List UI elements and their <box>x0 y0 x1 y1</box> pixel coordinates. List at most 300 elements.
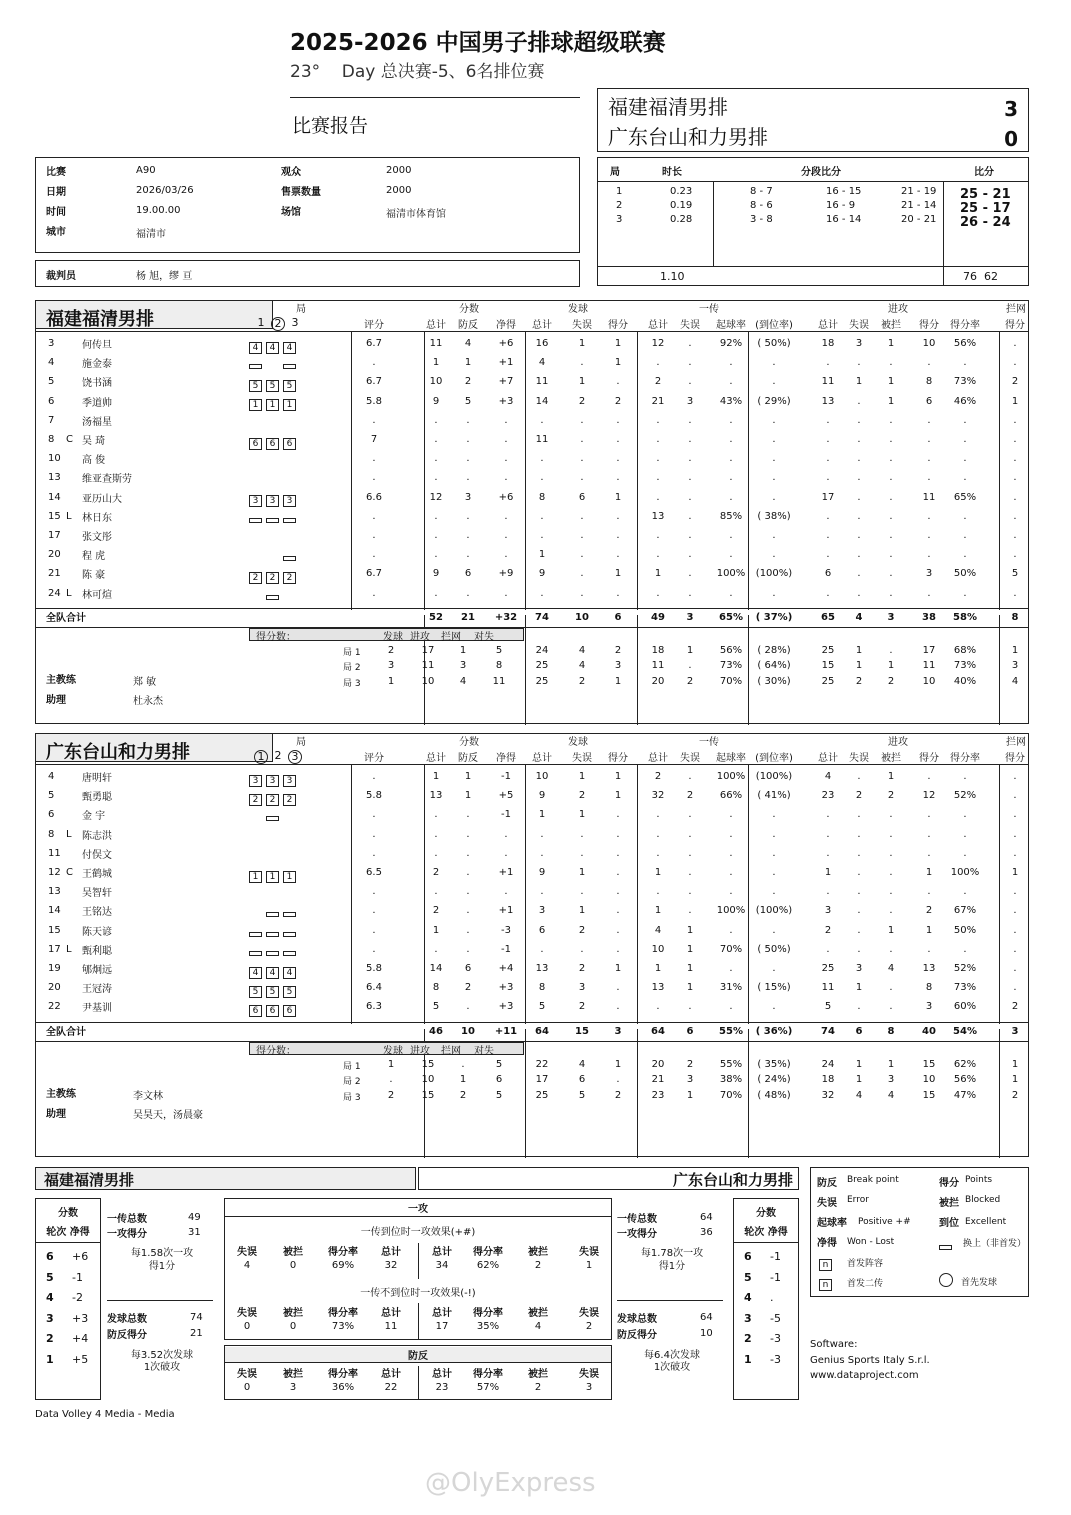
set-label: 3 <box>288 750 302 764</box>
bysets-cell: ( 24%) <box>757 1074 791 1086</box>
total-cell: 49 <box>651 611 665 623</box>
stat-cell: . <box>857 1001 861 1013</box>
lineup-mark: 1 <box>283 866 300 885</box>
stat-cell: . <box>504 472 508 484</box>
total-cell: 6 <box>686 1025 694 1037</box>
stat-cell: . <box>372 530 376 541</box>
stat-cell: 9 <box>538 568 546 580</box>
stat-cell: . <box>772 530 776 541</box>
stat-cell: . <box>504 414 508 426</box>
stat-cell: 1 <box>432 924 440 936</box>
stat-cell: 1 <box>578 376 586 388</box>
stat-cell: ( 50%) <box>757 943 791 955</box>
stat-cell: 6 <box>578 491 586 503</box>
stat-cell: . <box>772 491 776 503</box>
summary-note: 1次破攻 <box>143 1362 181 1373</box>
bysets-cell: 24 <box>821 1058 835 1070</box>
sub-icon <box>939 1237 954 1256</box>
lineup-mark: 1 <box>283 395 300 414</box>
summary-note: 得1分 <box>148 1261 176 1272</box>
stat-cell: . <box>927 530 931 541</box>
player-number: 20 <box>48 982 61 994</box>
total-cell: 3 <box>614 1025 622 1037</box>
lineup-mark: 1 <box>249 866 266 885</box>
divider <box>36 1022 1028 1023</box>
stat-cell: . <box>857 414 861 426</box>
player-name: 汤福星 <box>82 416 112 428</box>
legend-label: 净得 <box>817 1238 837 1249</box>
stat-cell: 8 <box>538 491 546 503</box>
set-cell: 0.28 <box>670 214 693 225</box>
stat-cell: . <box>616 434 620 445</box>
stat-cell: . <box>826 809 830 821</box>
stat-cell: . <box>857 886 861 898</box>
stat-cell: 100% <box>716 568 746 580</box>
col-group-header: 发球 <box>568 737 588 748</box>
bysets-cell: . <box>616 1074 620 1086</box>
stat-cell: 2 <box>578 1001 586 1013</box>
stat-cell: . <box>963 434 967 445</box>
stat-cell: . <box>772 809 776 821</box>
bysets-cell: ( 28%) <box>757 644 791 656</box>
stat-cell: 2 <box>578 790 586 802</box>
legend-label: 起球率 <box>817 1218 847 1229</box>
stat-cell: +1 <box>498 357 514 369</box>
summary-note: 1次破攻 <box>653 1362 691 1373</box>
stat-cell: . <box>963 510 967 522</box>
player-lineup <box>249 981 300 1000</box>
divider <box>36 1041 1028 1042</box>
stat-cell: +6 <box>498 338 514 349</box>
rotation-value: +5 <box>72 1352 89 1366</box>
stat-cell: . <box>963 357 967 369</box>
stat-cell: +3 <box>498 1001 514 1013</box>
away-rotation-box <box>733 1198 799 1400</box>
stat-cell: . <box>889 886 893 898</box>
total-cell: 46 <box>429 1025 443 1037</box>
stat-cell: . <box>372 414 376 426</box>
player-role: L <box>66 510 72 522</box>
legend-text: 首先发球 <box>961 1278 998 1288</box>
stat-cell: . <box>616 809 620 821</box>
bysets-cell: 11 <box>922 660 936 672</box>
player-name: 维亚查斯劳 <box>82 474 132 486</box>
total-cell: 21 <box>461 611 475 623</box>
coach-name: 李文林 <box>133 1090 163 1102</box>
stat-cell: 3 <box>824 905 832 917</box>
summary-away-bar <box>418 1167 799 1190</box>
stat-cell: . <box>826 943 830 955</box>
away-sideout-points: 36 <box>700 1227 713 1238</box>
bysets-cell: 1 <box>1011 1074 1019 1086</box>
set-score: 26 - 24 <box>960 215 1011 230</box>
stat-cell: 60% <box>953 1001 977 1013</box>
stat-cell: . <box>656 847 660 859</box>
stat-cell: . <box>889 587 893 599</box>
sideout-col-header: 总计 <box>432 1247 452 1258</box>
total-cell: 65% <box>719 611 743 623</box>
bysets-set: 局 2 <box>343 663 361 674</box>
stat-cell: . <box>688 867 692 878</box>
bysets-cell: 15 <box>922 1058 936 1070</box>
lineup-mark <box>266 510 283 529</box>
stat-cell: . <box>656 357 660 369</box>
bysets-cell: 2 <box>387 1089 395 1101</box>
stat-cell: 11 <box>535 434 549 445</box>
stat-cell: . <box>729 472 733 484</box>
bysets-cell: 2 <box>686 675 694 687</box>
set-cell: 20 - 21 <box>901 214 937 225</box>
sideout-col-header: 得分率 <box>473 1247 503 1258</box>
bysets-cell: 1 <box>855 1058 863 1070</box>
total-cell: 10 <box>461 1025 475 1037</box>
stat-cell: . <box>927 472 931 484</box>
stat-cell: 11 <box>821 982 835 994</box>
stat-cell: . <box>580 847 584 859</box>
player-lineup <box>249 770 300 789</box>
venue: 福清市体育馆 <box>386 209 446 220</box>
stat-cell: 1 <box>654 905 662 917</box>
stat-cell: (100%) <box>755 771 793 782</box>
stat-cell: . <box>963 549 967 561</box>
sideout-col-header: 失误 <box>579 1247 599 1258</box>
stat-cell: . <box>580 453 584 465</box>
bysets-cell: 2 <box>614 644 622 656</box>
rotation-value: +3 <box>72 1311 89 1325</box>
stat-cell: 2 <box>432 905 440 917</box>
player-number: 14 <box>48 905 61 917</box>
stat-cell: 18 <box>821 338 835 349</box>
home-stats-table <box>35 300 1029 724</box>
sideout-cell: 0 <box>289 1260 297 1271</box>
bysets-cell: 2 <box>578 675 586 687</box>
col-header: 失误 <box>680 753 700 764</box>
divider <box>36 331 1028 332</box>
negative-title: 一传不到位时一攻效果(-!) <box>360 1288 476 1299</box>
stat-cell: 11 <box>922 491 936 503</box>
bysets-cell: 8 <box>495 660 503 672</box>
stat-cell: . <box>927 809 931 821</box>
bysets-cell: 25 <box>535 675 549 687</box>
col-group-header: 拦网 <box>1006 304 1026 315</box>
stat-cell: (100%) <box>755 568 793 580</box>
bysets-cell: 18 <box>651 644 665 656</box>
col-header: 评分 <box>364 753 384 764</box>
stat-cell: 1 <box>1011 867 1019 878</box>
stat-cell: 100% <box>716 771 746 782</box>
col-group-header: 一传 <box>699 737 719 748</box>
stat-cell: . <box>656 472 660 484</box>
lineup-mark <box>283 943 300 962</box>
player-number: 7 <box>48 414 55 426</box>
stat-cell: 4 <box>654 924 662 936</box>
stat-cell: . <box>688 338 692 349</box>
sideout-col-header: 得分率 <box>328 1308 358 1319</box>
stat-cell: 6.7 <box>366 376 382 388</box>
stat-cell: . <box>857 434 861 445</box>
summary-home-name: 福建福清男排 <box>44 1171 135 1189</box>
stat-cell: 70% <box>719 943 743 955</box>
stat-cell: 2 <box>578 924 586 936</box>
stat-cell: 23 <box>821 790 835 802</box>
lineup-mark: 6 <box>266 1000 283 1019</box>
stat-cell: +5 <box>498 790 514 802</box>
lineup-mark <box>266 904 283 923</box>
player-role: L <box>66 943 72 955</box>
stat-cell: +9 <box>498 568 514 580</box>
setter-icon: n <box>819 1274 834 1293</box>
stat-cell: . <box>927 943 931 955</box>
stat-cell: +6 <box>498 491 514 503</box>
set-cell: 3 - 8 <box>750 214 773 225</box>
stat-cell: . <box>688 771 692 782</box>
stat-cell: . <box>656 434 660 445</box>
breakpoint-title: 防反 <box>225 1347 611 1362</box>
watermark: @OlyExpress <box>425 1468 596 1498</box>
total-cell: 4 <box>855 611 863 623</box>
home-sets-won: 3 <box>1004 97 1018 121</box>
stat-cell: 1 <box>824 867 832 878</box>
stat-cell: . <box>857 510 861 522</box>
stat-cell: . <box>927 847 931 859</box>
total-cell: 52 <box>429 611 443 623</box>
stat-cell: . <box>656 530 660 541</box>
lineup-mark: 4 <box>266 962 283 981</box>
stat-cell: . <box>616 924 620 936</box>
player-lineup <box>249 808 300 827</box>
sideout-cell: 73% <box>331 1321 355 1332</box>
stat-cell: . <box>466 549 470 561</box>
rotation-number: 3 <box>744 1311 752 1325</box>
stat-cell: . <box>580 828 584 840</box>
stat-cell: . <box>1013 905 1017 917</box>
rotation-value: -1 <box>770 1270 781 1284</box>
stat-cell: 100% <box>716 905 746 917</box>
stat-cell: . <box>857 905 861 917</box>
stat-cell: . <box>616 549 620 561</box>
stat-cell: . <box>580 357 584 369</box>
sideout-cell: 36% <box>331 1382 355 1393</box>
sideout-cell: 2 <box>534 1260 542 1271</box>
player-name: 季道帅 <box>82 397 112 409</box>
stat-cell: . <box>857 472 861 484</box>
set-cell: 8 - 7 <box>750 186 773 197</box>
total-cell: 38 <box>922 611 936 623</box>
team-name: 广东台山和力男排 <box>46 742 190 763</box>
stat-cell: . <box>1013 414 1017 426</box>
stat-cell: 14 <box>535 395 549 407</box>
stat-cell: . <box>963 771 967 782</box>
stat-cell: 5 <box>538 1001 546 1013</box>
stat-cell: . <box>1013 809 1017 821</box>
bysets-cell: 3 <box>1011 660 1019 672</box>
total-cell: 64 <box>651 1025 665 1037</box>
stat-cell: . <box>889 491 893 503</box>
legend-label: 得分 <box>939 1178 959 1189</box>
legend-label: 被拦 <box>939 1198 959 1209</box>
stat-cell: . <box>826 472 830 484</box>
stat-cell: . <box>963 943 967 955</box>
sideout-col-header: 失误 <box>579 1308 599 1319</box>
stat-cell: 5 <box>824 1001 832 1013</box>
page-subtitle: 23° Day 总决赛-5、6名排位赛 <box>290 62 545 82</box>
player-number: 22 <box>48 1001 61 1013</box>
sideout-col-header: 被拦 <box>528 1247 548 1258</box>
sideout-col-header: 总计 <box>381 1247 401 1258</box>
legend-label: 防反 <box>817 1178 837 1189</box>
col-group-header: 进攻 <box>888 737 908 748</box>
stat-cell: . <box>889 530 893 541</box>
stat-cell: . <box>857 943 861 955</box>
stat-cell: 1 <box>578 905 586 917</box>
player-lineup <box>249 356 300 375</box>
stat-cell: . <box>1013 453 1017 465</box>
lineup-mark: 6 <box>249 433 266 452</box>
stat-cell: . <box>688 414 692 426</box>
stat-cell: 3 <box>855 963 863 974</box>
stat-cell: 1 <box>432 771 440 782</box>
summary-note: 每1.58次一攻 <box>130 1248 194 1259</box>
stat-cell: . <box>927 434 931 445</box>
sideout-cell: 23 <box>435 1382 449 1393</box>
stat-cell: 11 <box>821 376 835 388</box>
set-label: 2 <box>271 317 285 331</box>
stat-cell: . <box>1013 587 1017 599</box>
stat-cell: . <box>1013 434 1017 445</box>
player-lineup <box>249 789 300 808</box>
stat-cell: 1 <box>654 963 662 974</box>
stat-cell: . <box>857 771 861 782</box>
bysets-cell: 55% <box>719 1058 743 1070</box>
stat-cell: . <box>434 847 438 859</box>
stat-cell: ( 15%) <box>757 982 791 994</box>
stat-cell: . <box>616 943 620 955</box>
sideout-title: 一攻 <box>408 1204 428 1215</box>
stat-cell: . <box>889 943 893 955</box>
player-number: 20 <box>48 549 61 561</box>
lineup-mark: 6 <box>249 1000 266 1019</box>
stat-cell: . <box>434 943 438 955</box>
bysets-cell: 1 <box>686 1089 694 1101</box>
rotation-value: -5 <box>770 1311 781 1325</box>
legend-text: Blocked <box>965 1195 1001 1205</box>
asst-label: 助理 <box>46 694 66 706</box>
stat-cell: . <box>504 530 508 541</box>
stat-cell: . <box>826 453 830 465</box>
player-name: 林可煊 <box>82 589 112 601</box>
stat-cell: . <box>656 414 660 426</box>
stat-cell: . <box>466 905 470 917</box>
set-cell: 1 <box>616 186 623 197</box>
bysets-cell: 5 <box>495 644 503 656</box>
stat-cell: . <box>963 809 967 821</box>
col-header: 净得 <box>496 753 516 764</box>
summary-note: 每1.78次一攻 <box>640 1248 704 1259</box>
legend-text: Excellent <box>965 1217 1007 1227</box>
stat-cell: . <box>772 587 776 599</box>
col-header: 得分率 <box>950 753 980 764</box>
stat-cell: . <box>927 357 931 369</box>
stat-cell: . <box>372 510 376 522</box>
stat-cell: 1 <box>887 376 895 388</box>
stat-cell: . <box>540 587 544 599</box>
software-url[interactable]: www.dataproject.com <box>810 1370 919 1381</box>
sideout-cell: 4 <box>243 1260 251 1271</box>
sideout-cell: 34 <box>435 1260 449 1271</box>
bysets-cell: 1 <box>387 1058 395 1070</box>
stat-cell: . <box>466 828 470 840</box>
starter-icon: n <box>819 1254 834 1273</box>
stat-cell: 2 <box>578 963 586 974</box>
rotation-value: -3 <box>770 1352 781 1366</box>
bysets-cell: 21 <box>651 1074 665 1086</box>
bysets-cell: 5 <box>578 1089 586 1101</box>
total-cell: 3 <box>686 611 694 623</box>
stat-cell: . <box>927 886 931 898</box>
bysets-cell: 25 <box>821 675 835 687</box>
stat-cell: 1 <box>887 771 895 782</box>
stat-cell: 50% <box>953 924 977 936</box>
legend-text: Error <box>847 1195 869 1205</box>
sideout-col-header: 得分率 <box>473 1369 503 1380</box>
stat-cell: 9 <box>538 790 546 802</box>
stat-cell: 2 <box>925 905 933 917</box>
bysets-header: 进攻 <box>410 631 430 643</box>
lineup-mark <box>266 808 283 827</box>
stat-cell: . <box>580 587 584 599</box>
stat-cell: 67% <box>953 905 977 917</box>
lineup-mark: 5 <box>249 375 266 394</box>
player-number: 21 <box>48 568 61 580</box>
stat-cell: 7 <box>370 434 378 445</box>
set-cell: 0.19 <box>670 200 693 211</box>
rotation-title: 分数 <box>58 1208 78 1219</box>
stat-cell: 1 <box>538 549 546 561</box>
stat-cell: . <box>688 587 692 599</box>
col-header: 起球率 <box>716 753 746 764</box>
stat-cell: . <box>772 434 776 445</box>
sideout-col-header: 被拦 <box>283 1247 303 1258</box>
stat-cell: 1 <box>654 867 662 878</box>
lineup-mark: 3 <box>249 491 266 510</box>
lineup-mark <box>249 356 266 375</box>
sideout-box <box>224 1198 612 1340</box>
stat-cell: . <box>504 434 508 445</box>
away-reception-total: 64 <box>700 1212 713 1223</box>
lineup-mark: 4 <box>283 962 300 981</box>
stat-cell: . <box>963 530 967 541</box>
bysets-header: 发球 <box>383 1045 403 1057</box>
stat-cell: . <box>857 924 861 936</box>
stat-cell: +1 <box>498 905 514 917</box>
sideout-col-header: 总计 <box>381 1369 401 1380</box>
stat-cell: . <box>466 434 470 445</box>
stat-cell: . <box>466 472 470 484</box>
bysets-cell: 10 <box>922 1074 936 1086</box>
lineup-mark: 2 <box>249 789 266 808</box>
player-name: 吴 琦 <box>82 436 106 447</box>
stat-cell: 3 <box>855 338 863 349</box>
stat-cell: 3 <box>578 982 586 994</box>
stat-cell: 1 <box>654 568 662 580</box>
stat-cell: . <box>540 886 544 898</box>
rotation-number: 6 <box>744 1250 752 1263</box>
stat-cell: . <box>729 867 733 878</box>
player-number: 17 <box>48 943 61 955</box>
stat-cell: 1 <box>578 809 586 821</box>
rotation-number: 1 <box>744 1352 752 1366</box>
stat-cell: . <box>688 886 692 898</box>
